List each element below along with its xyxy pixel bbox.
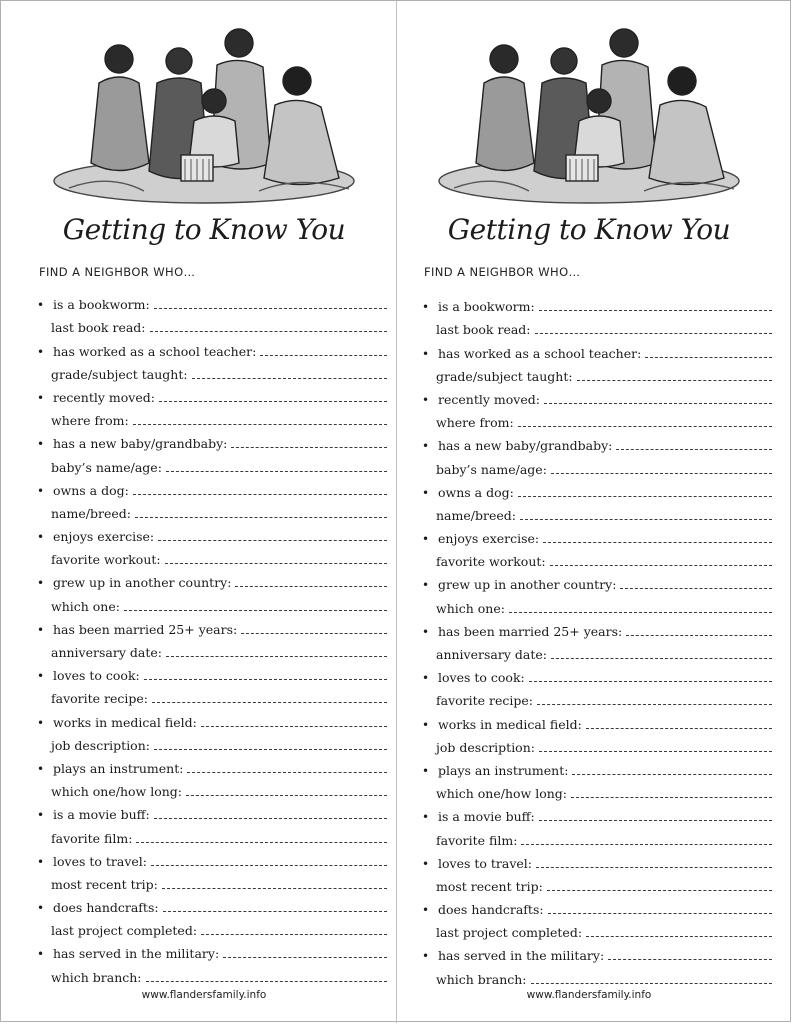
question-label: has served in the military: — [53, 946, 220, 962]
list-item — [37, 475, 387, 521]
followup-line — [422, 824, 772, 847]
bullet-icon: • — [422, 346, 430, 361]
answer-blank[interactable] — [645, 357, 772, 358]
question-label: is a movie buff: — [53, 807, 150, 823]
list-item — [422, 430, 772, 476]
followup-label: favorite workout: — [51, 552, 161, 568]
answer-blank[interactable] — [535, 333, 772, 334]
bullet-icon: • — [37, 530, 45, 545]
bullet-icon: • — [37, 390, 45, 405]
question-line — [37, 846, 387, 869]
followup-line — [422, 963, 772, 986]
answer-blank[interactable] — [548, 913, 772, 914]
prompt-list — [422, 291, 772, 987]
followup-label: anniversary date: — [51, 645, 162, 660]
question-line — [37, 428, 387, 451]
followup-line — [37, 730, 387, 753]
answer-blank[interactable] — [231, 447, 387, 448]
question-label: loves to cook: — [53, 668, 140, 684]
footer-url: www.flandersfamily.info — [141, 989, 267, 1001]
followup-label: which branch: — [51, 969, 142, 985]
question-line — [422, 708, 772, 731]
question-label: does handcrafts: — [438, 902, 544, 918]
question-line — [37, 938, 387, 961]
list-item — [422, 708, 772, 754]
question-line — [422, 755, 772, 778]
answer-blank[interactable] — [543, 542, 772, 543]
bullet-icon: • — [422, 763, 430, 778]
question-label: does handcrafts: — [53, 900, 159, 916]
answer-blank[interactable] — [187, 772, 387, 773]
answer-blank[interactable] — [162, 888, 387, 889]
answer-blank[interactable] — [223, 957, 387, 958]
question-label: has worked as a school teacher: — [438, 345, 642, 361]
question-line — [37, 706, 387, 729]
list-item — [422, 848, 772, 894]
followup-line — [37, 869, 387, 892]
answer-blank[interactable] — [539, 751, 772, 752]
question-line — [422, 848, 772, 871]
bullet-icon: • — [422, 392, 430, 407]
followup-line — [422, 361, 772, 384]
answer-blank[interactable] — [616, 449, 772, 450]
answer-blank[interactable] — [550, 565, 772, 566]
followup-label: favorite recipe: — [436, 693, 534, 709]
answer-blank[interactable] — [551, 658, 772, 659]
question-label: plays an instrument: — [53, 760, 184, 776]
question-label: has worked as a school teacher: — [53, 343, 257, 359]
question-line — [422, 384, 772, 407]
question-line — [37, 475, 387, 498]
question-line — [37, 799, 387, 822]
bullet-icon: • — [422, 949, 430, 964]
list-item — [37, 846, 387, 892]
question-label: loves to travel: — [438, 855, 533, 871]
question-line — [37, 614, 387, 637]
followup-label: name/breed: — [436, 507, 516, 523]
list-item — [37, 706, 387, 752]
answer-blank[interactable] — [544, 403, 772, 404]
followup-line — [37, 590, 387, 613]
followup-line — [422, 778, 772, 801]
answer-blank[interactable] — [144, 679, 387, 680]
answer-blank[interactable] — [235, 586, 387, 587]
followup-label: anniversary date: — [436, 647, 547, 662]
answer-blank[interactable] — [620, 588, 772, 589]
question-label: has been married 25+ years: — [438, 623, 623, 639]
followup-label: favorite film: — [51, 830, 133, 846]
followup-label: favorite film: — [436, 832, 518, 848]
answer-blank[interactable] — [154, 818, 387, 819]
answer-blank[interactable] — [159, 401, 387, 402]
question-label: owns a dog: — [438, 484, 514, 500]
followup-label: baby’s name/age: — [51, 459, 162, 475]
bullet-icon: • — [37, 901, 45, 916]
answer-blank[interactable] — [154, 749, 387, 750]
answer-blank[interactable] — [572, 774, 772, 775]
sheet-title: Getting to Know You — [62, 213, 346, 246]
answer-blank[interactable] — [201, 726, 387, 727]
bullet-icon: • — [37, 298, 45, 313]
card-left — [29, 1, 389, 1021]
bullet-icon: • — [422, 903, 430, 918]
list-item — [422, 616, 772, 662]
question-label: plays an instrument: — [438, 762, 569, 778]
list-item — [422, 337, 772, 383]
followup-line — [37, 915, 387, 938]
answer-blank[interactable] — [146, 981, 387, 982]
followup-label: last book read: — [436, 322, 531, 338]
list-item — [37, 567, 387, 613]
question-line — [422, 569, 772, 592]
question-line — [422, 337, 772, 360]
followup-line — [422, 500, 772, 523]
bullet-icon: • — [422, 578, 430, 593]
vintage-ladies-illustration — [434, 13, 744, 208]
question-line — [422, 801, 772, 824]
answer-blank[interactable] — [577, 380, 772, 381]
list-item — [422, 894, 772, 940]
question-label: is a bookworm: — [438, 299, 535, 315]
bullet-icon: • — [37, 483, 45, 498]
question-line — [422, 894, 772, 917]
followup-label: which branch: — [436, 971, 527, 987]
followup-label: which one: — [436, 600, 505, 616]
answer-blank[interactable] — [521, 844, 772, 845]
followup-label: favorite workout: — [436, 554, 546, 570]
question-line — [422, 477, 772, 500]
question-label: loves to cook: — [438, 670, 525, 686]
bullet-icon: • — [37, 576, 45, 591]
question-label: recently moved: — [438, 391, 540, 407]
list-item — [422, 662, 772, 708]
followup-line — [37, 544, 387, 567]
bullet-icon: • — [422, 671, 430, 686]
followup-label: name/breed: — [51, 505, 131, 521]
followup-line — [422, 639, 772, 662]
followup-label: last project completed: — [436, 925, 583, 941]
list-item — [37, 892, 387, 938]
list-item — [422, 569, 772, 615]
followup-line — [37, 637, 387, 660]
followup-line — [37, 359, 387, 382]
list-item — [422, 523, 772, 569]
answer-blank[interactable] — [186, 795, 387, 796]
bullet-icon: • — [37, 344, 45, 359]
question-line — [37, 660, 387, 683]
bullet-icon: • — [422, 300, 430, 315]
bullet-icon: • — [37, 669, 45, 684]
vintage-ladies-illustration — [49, 13, 359, 208]
question-line — [422, 523, 772, 546]
followup-line — [422, 453, 772, 476]
answer-blank[interactable] — [166, 656, 387, 657]
question-label: works in medical field: — [53, 714, 197, 730]
answer-blank[interactable] — [158, 540, 387, 541]
answer-blank[interactable] — [518, 496, 772, 497]
answer-blank[interactable] — [608, 959, 772, 960]
followup-line — [37, 405, 387, 428]
answer-blank[interactable] — [529, 681, 772, 682]
followup-label: grade/subject taught: — [51, 366, 188, 382]
question-label: has a new baby/grandbaby: — [438, 438, 613, 454]
center-divider — [396, 1, 397, 1023]
followup-label: last project completed: — [51, 923, 198, 939]
list-item — [37, 521, 387, 567]
question-label: has been married 25+ years: — [53, 621, 238, 637]
question-label: owns a dog: — [53, 482, 129, 498]
answer-blank[interactable] — [152, 702, 387, 703]
followup-line — [422, 732, 772, 755]
answer-blank[interactable] — [518, 426, 772, 427]
followup-line — [37, 961, 387, 984]
bullet-icon: • — [37, 808, 45, 823]
followup-label: job description: — [51, 737, 150, 753]
question-label: grew up in another country: — [53, 575, 232, 591]
answer-blank[interactable] — [165, 563, 387, 564]
answer-blank[interactable] — [539, 310, 772, 311]
question-line — [422, 662, 772, 685]
followup-line — [422, 546, 772, 569]
bullet-icon: • — [422, 439, 430, 454]
list-item — [37, 428, 387, 474]
answer-blank[interactable] — [151, 865, 387, 866]
list-item — [37, 938, 387, 984]
followup-line — [422, 592, 772, 615]
question-label: enjoys exercise: — [53, 529, 155, 545]
followup-line — [37, 776, 387, 799]
bullet-icon: • — [37, 854, 45, 869]
answer-blank[interactable] — [133, 494, 387, 495]
followup-label: favorite recipe: — [51, 691, 149, 707]
bullet-icon: • — [37, 715, 45, 730]
followup-line — [37, 498, 387, 521]
answer-blank[interactable] — [571, 797, 772, 798]
answer-blank[interactable] — [135, 517, 387, 518]
bullet-icon: • — [422, 717, 430, 732]
followup-label: baby’s name/age: — [436, 461, 547, 477]
followup-label: job description: — [436, 739, 535, 755]
answer-blank[interactable] — [536, 867, 772, 868]
followup-label: grade/subject taught: — [436, 368, 573, 384]
followup-line — [422, 917, 772, 940]
question-label: has a new baby/grandbaby: — [53, 436, 228, 452]
answer-blank[interactable] — [192, 378, 387, 379]
bullet-icon: • — [422, 810, 430, 825]
followup-label: which one/how long: — [436, 786, 567, 802]
question-line — [422, 940, 772, 963]
followup-label: where from: — [51, 413, 129, 429]
prompt-list — [37, 289, 387, 985]
followup-label: where from: — [436, 415, 514, 431]
answer-blank[interactable] — [124, 610, 387, 611]
question-label: works in medical field: — [438, 716, 582, 732]
answer-blank[interactable] — [136, 842, 387, 843]
question-line — [422, 291, 772, 314]
question-label: recently moved: — [53, 389, 155, 405]
answer-blank[interactable] — [547, 890, 772, 891]
list-item — [37, 660, 387, 706]
question-label: grew up in another country: — [438, 577, 617, 593]
bullet-icon: • — [37, 437, 45, 452]
followup-label: most recent trip: — [436, 878, 543, 894]
list-item — [422, 940, 772, 986]
question-label: loves to travel: — [53, 853, 148, 869]
followup-label: which one: — [51, 598, 120, 614]
question-label: has served in the military: — [438, 948, 605, 964]
question-line — [422, 616, 772, 639]
sheet-title: Getting to Know You — [447, 213, 731, 246]
answer-blank[interactable] — [539, 820, 772, 821]
answer-blank[interactable] — [154, 308, 387, 309]
question-line — [37, 289, 387, 312]
bullet-icon: • — [37, 622, 45, 637]
answer-blank[interactable] — [241, 633, 387, 634]
bullet-icon: • — [422, 485, 430, 500]
followup-label: which one/how long: — [51, 784, 182, 800]
question-label: is a bookworm: — [53, 297, 150, 313]
answer-blank[interactable] — [201, 934, 387, 935]
followup-line — [37, 451, 387, 474]
answer-blank[interactable] — [586, 936, 772, 937]
followup-line — [422, 871, 772, 894]
section-heading: FIND A NEIGHBOR WHO… — [39, 265, 196, 279]
answer-blank[interactable] — [537, 704, 772, 705]
question-label: enjoys exercise: — [438, 531, 540, 547]
followup-line — [37, 312, 387, 335]
question-label: is a movie buff: — [438, 809, 535, 825]
bullet-icon: • — [37, 761, 45, 776]
list-item — [37, 614, 387, 660]
answer-blank[interactable] — [626, 635, 772, 636]
list-item — [37, 335, 387, 381]
answer-blank[interactable] — [586, 728, 772, 729]
bullet-icon: • — [422, 856, 430, 871]
bullet-icon: • — [37, 947, 45, 962]
followup-line — [422, 314, 772, 337]
followup-line — [422, 685, 772, 708]
answer-blank[interactable] — [531, 983, 772, 984]
list-item — [422, 801, 772, 847]
list-item — [37, 289, 387, 335]
followup-label: last book read: — [51, 320, 146, 336]
question-line — [37, 521, 387, 544]
list-item — [422, 477, 772, 523]
bullet-icon: • — [422, 624, 430, 639]
list-item — [37, 799, 387, 845]
answer-blank[interactable] — [166, 471, 387, 472]
bullet-icon: • — [422, 532, 430, 547]
footer-url: www.flandersfamily.info — [526, 989, 652, 1001]
list-item — [422, 291, 772, 337]
list-item — [422, 384, 772, 430]
answer-blank[interactable] — [551, 473, 772, 474]
question-line — [422, 430, 772, 453]
answer-blank[interactable] — [150, 331, 387, 332]
question-line — [37, 567, 387, 590]
card-right — [414, 1, 774, 1021]
question-line — [37, 892, 387, 915]
list-item — [37, 753, 387, 799]
question-line — [37, 382, 387, 405]
list-item — [422, 755, 772, 801]
answer-blank[interactable] — [163, 911, 387, 912]
followup-label: most recent trip: — [51, 876, 158, 892]
question-line — [37, 753, 387, 776]
followup-line — [37, 822, 387, 845]
followup-line — [422, 407, 772, 430]
section-heading: FIND A NEIGHBOR WHO… — [424, 265, 581, 279]
followup-line — [37, 683, 387, 706]
answer-blank[interactable] — [133, 424, 387, 425]
answer-blank[interactable] — [260, 355, 387, 356]
list-item — [37, 382, 387, 428]
answer-blank[interactable] — [509, 612, 772, 613]
answer-blank[interactable] — [520, 519, 772, 520]
question-line — [37, 335, 387, 358]
